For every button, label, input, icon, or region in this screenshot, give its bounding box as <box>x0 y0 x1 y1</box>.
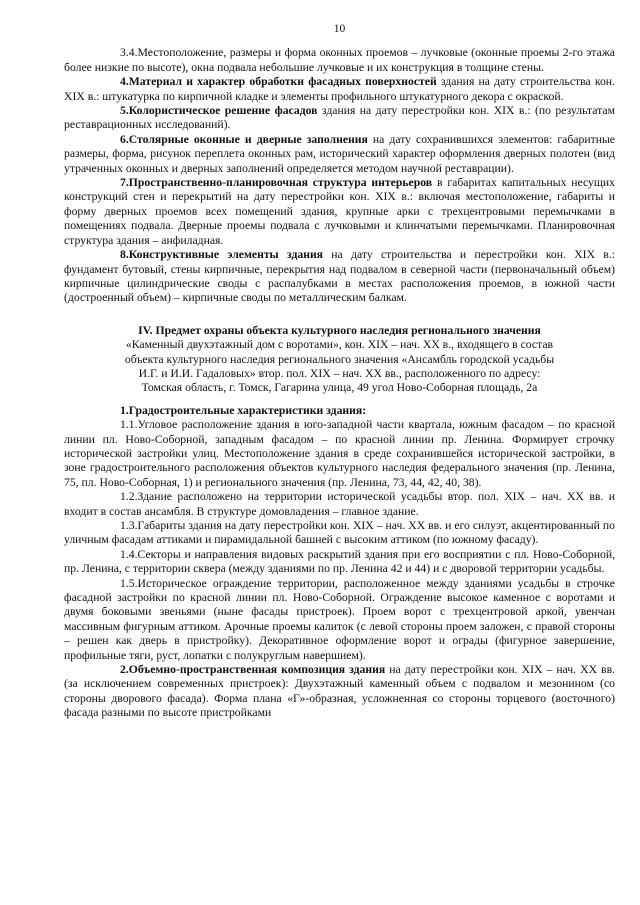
paragraph <box>64 418 615 490</box>
paragraph-text: Габариты здания на дату перестройки кон. XIX – нач. XX вв. и его силуэт, акцентированный по уличным фасадам аттиками и пирамидальной башней с высоким аттиком (по южному фасаду). <box>64 519 615 547</box>
paragraph <box>64 519 615 548</box>
paragraph-number: 1.2. <box>120 490 138 504</box>
paragraph <box>64 663 615 721</box>
paragraph-text: на дату перестройки кон. XIX – нач. XX вв. (за исключением современных пристроек): Двухэтажный каменный объем с подвалом и мезонином (со стороны дворового фасада). Форма плана «Г»-образная, усложненная со стороны торцевого (восточного) фасада разными по высоте пристройками <box>64 663 616 720</box>
paragraph <box>64 133 615 176</box>
section-line: И.Г. и И.И. Гадаловых» втор. пол. XIX – нач. XX вв., расположенного по адресу: <box>138 366 541 380</box>
paragraph-number: 1.5. <box>120 576 138 590</box>
paragraph-number: 8. <box>120 248 129 262</box>
section-line: Томская область, г. Томск, Гагарина улица, 49 угол Ново-Соборная площадь, 2а <box>141 381 538 395</box>
paragraph-number: 1.1. <box>120 418 138 432</box>
section-heading-block <box>64 324 615 396</box>
paragraph <box>64 248 615 306</box>
paragraph-text: на дату строительства и перестройки кон. XIX в.: фундамент бутовый, стены кирпичные, перекрытия над подвалом в северной части (первоначальный объем) кирпичные цилиндрические своды с распалубками в местах расположения проемов, в южной части (достроенный объем) – кирпичные своды по металлическим балкам. <box>64 248 615 305</box>
paragraph-lead: Объемно-пространственная композиция здания <box>128 663 386 677</box>
paragraph-text: Историческое ограждение территории, расположенное между зданиями усадьбы в строчке фасадной застройки по красной линии пл. Ново-Соборной. Ограждение высокое каменное с воротами и двумя боковыми звеньями (ныне фасады пристроек). Проем ворот с трехцентровой аркой, увенчан массивным фигурным аттиком. Арочные проемы калиток (с левой стороны проем заложен, с правой стороны – решен как дверь в пристройку). Декоративное оформление ворот и ограды (фигурное завершение, профильные тяги, руст, лопатки с полукруглым навершием). <box>64 576 615 662</box>
paragraph-lead: Градостроительные характеристики здания: <box>128 403 367 417</box>
paragraph-number: 5. <box>120 104 129 118</box>
paragraph-text: здания на дату строительства кон. XIX в.: штукатурка по кирпичной кладке и элементы профильного штукатурного декора с окраской. <box>64 75 615 103</box>
paragraph-number: 2. <box>120 663 129 677</box>
paragraph-text: Секторы и направления видовых раскрытий здания при его восприятии с пл. Ново-Соборной, пр. Ленина, с территории сквера (между зданиями по пр. Ленина 42 и 44) и с дворовой территории усадьбы. <box>64 547 615 576</box>
section-line: «Каменный двухэтажный дом с воротами», кон. XIX – нач. XX в., входящего в состав <box>125 338 554 352</box>
paragraph-text: Здание расположено на территории исторической усадьбы втор. пол. XIX – нач. XX вв. и входит в состав ансамбля. В структуре домовладения – главное здание. <box>64 490 615 518</box>
paragraph <box>64 104 615 133</box>
section-title: IV. Предмет охраны объекта культурного наследия регионального значения <box>138 323 541 337</box>
paragraph-number: 3.4. <box>120 46 138 60</box>
paragraph-lead: Пространственно-планировочная структура интерьеров <box>128 176 433 190</box>
paragraph <box>64 577 615 663</box>
bottom-paragraphs <box>64 404 615 721</box>
paragraph <box>64 176 615 248</box>
paragraph-number: 1.3. <box>120 519 138 532</box>
paragraph <box>64 548 615 577</box>
paragraph <box>64 75 615 104</box>
paragraph-number: 4. <box>120 75 129 89</box>
paragraph-lead: Колористическое решение фасадов <box>128 104 318 118</box>
page-number: 10 <box>333 23 346 35</box>
paragraph-number: 6. <box>120 132 129 146</box>
paragraph-lead: Столярные оконные и дверные заполнения <box>128 132 368 146</box>
paragraph-text: в габаритах капитальных несущих конструкций стен и перекрытий на дату перестройки кон. XIX в.: включая местоположение, габариты и форму дверных проемов всех помещений здания, крупные арки с трехцентровыми перемычками в помещениях подвала. Дверные проемы подвала с лучковыми и клинчатыми перемычками. Планировочная структура здания – анфиладная. <box>64 176 615 247</box>
paragraph <box>64 46 615 75</box>
top-paragraphs <box>64 46 615 305</box>
paragraph <box>64 404 615 418</box>
paragraph-lead: Материал и характер обработки фасадных поверхностей <box>128 75 437 89</box>
paragraph-number: 1.4. <box>120 547 138 561</box>
paragraph-text: Угловое расположение здания в юго-западной части квартала, южным фасадом – по красной линии пл. Ново-Соборной, западным фасадом – по красной линии пр. Ленина. Формирует строчку исторической застройки улиц. Местоположение здания в среде сохранившейся исторической застройки, в зоне градостроительного расположения объектов культурного наследия федерального значения (пр. Ленина, 75, пл. Ново-Соборная, 1) и регионального значения (пр. Ленина, 73, 44, 42, 40, 38). <box>64 418 615 489</box>
paragraph <box>64 490 615 519</box>
paragraph-text: на дату сохранившихся элементов: габаритные размеры, форма, рисунок переплета оконных рам, исторический характер оформления дверных полотен (вид утраченных оконных и дверных заполнений определяется методом научной реставрации). <box>64 132 615 175</box>
paragraph-number: 1. <box>120 403 129 417</box>
paragraph-text: здания на дату перестройки кон. XIX в.: (по результатам реставрационных исследований). <box>64 104 615 132</box>
paragraph-text: Местоположение, размеры и форма оконных проемов – лучковые (оконные проемы 2-го этажа более низкие по высоте), окна подвала небольшие лучковые и их конструкция в толщине стены. <box>64 46 615 74</box>
section-line: объекта культурного наследия регионального значения «Ансамбль городской усадьбы <box>124 352 555 366</box>
paragraph-lead: Конструктивные элементы здания <box>128 248 324 262</box>
paragraph-number: 7. <box>120 176 129 190</box>
